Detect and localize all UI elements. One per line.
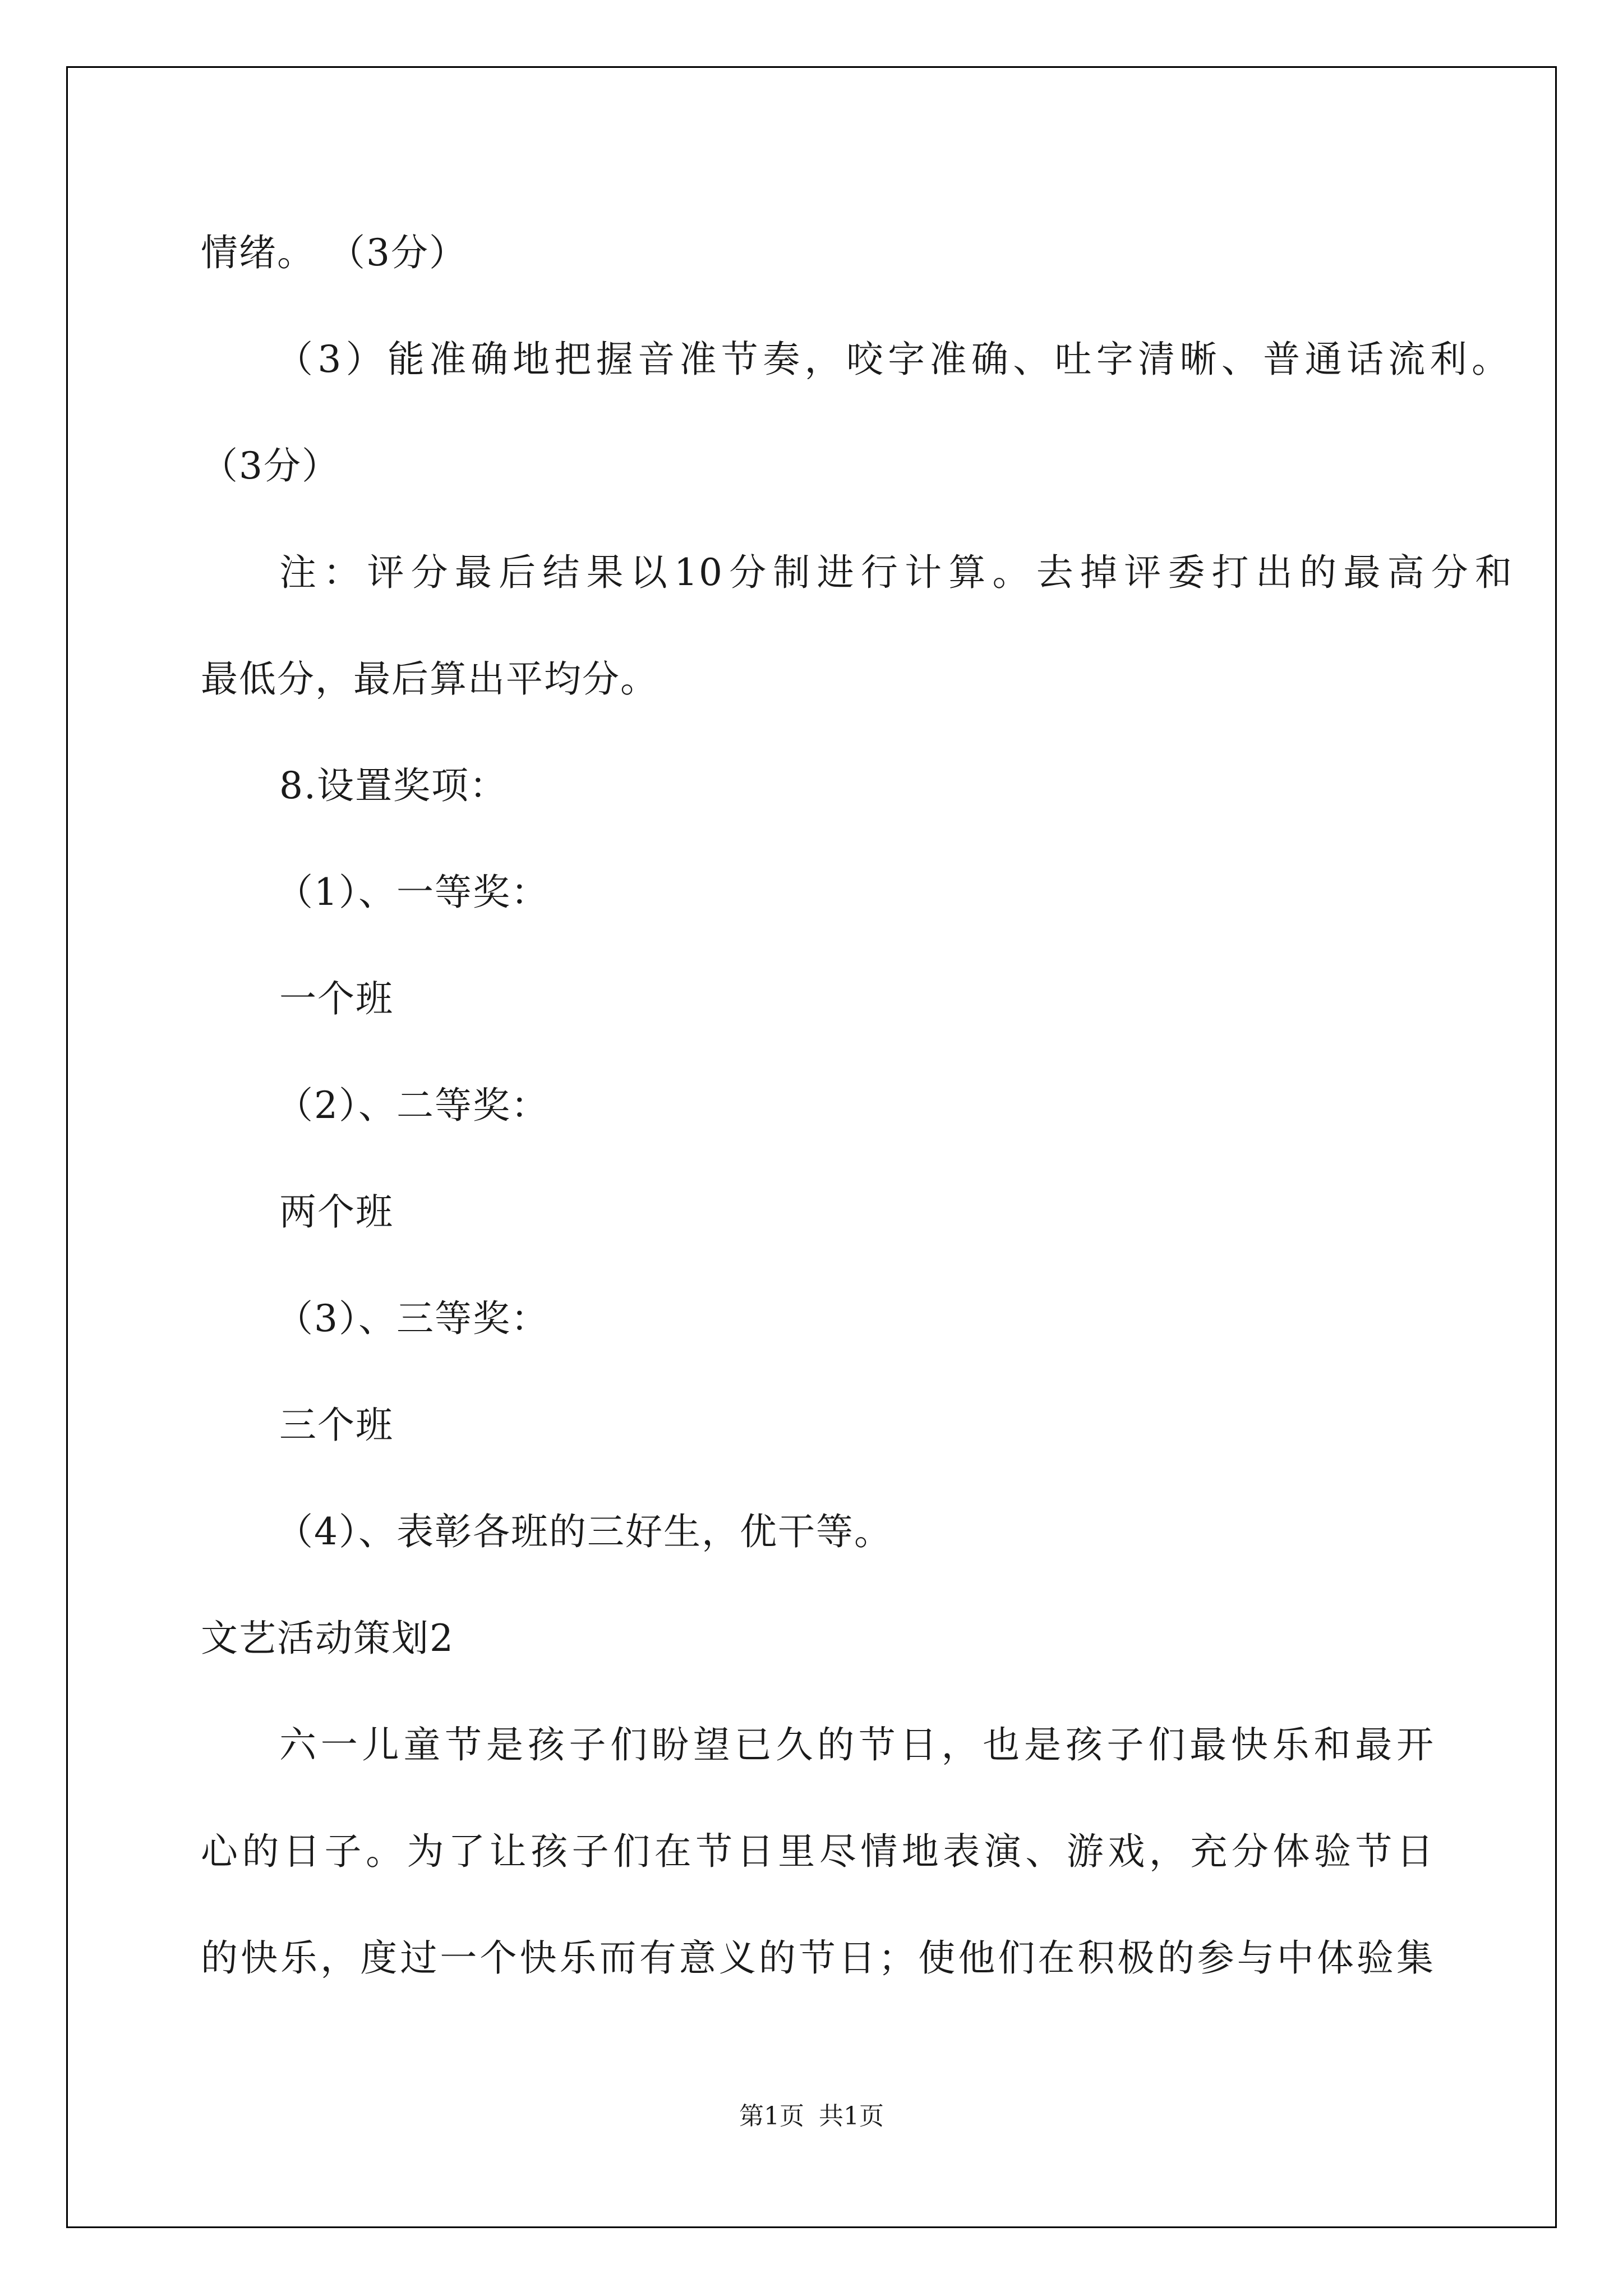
list-item: 一个班 [279, 977, 394, 1020]
list-item: （1）、一等奖： [276, 871, 549, 914]
list-item: 两个班 [279, 1190, 394, 1234]
text-line: （3）能准确地把握音准节奏，咬字准确、吐字清晰、普通话流利。 [276, 338, 1510, 381]
section-heading: 8.设置奖项： [279, 764, 508, 807]
list-item: （2）、二等奖： [276, 1084, 549, 1127]
page-footer [0, 2104, 1623, 2129]
list-item: （4）、表彰各班的三好生，优干等。 [276, 1510, 892, 1553]
text-line: （3分） [201, 444, 340, 487]
section-title: 文艺活动策划2 [201, 1617, 454, 1660]
text-line: 心的日子。为了让孩子们在节日里尽情地表演、游戏，充分体验节日 [201, 1830, 1435, 1873]
text-line: 注：评分最后结果以10分制进行计算。去掉评委打出的最高分和 [279, 551, 1513, 594]
text-line: 的快乐，度过一个快乐而有意义的节日；使他们在积极的参与中体验集 [201, 1936, 1435, 1980]
list-item: 三个班 [279, 1404, 394, 1447]
page-number: 第1页 [739, 2102, 804, 2131]
text-line: 情绪。 （3分） [201, 231, 467, 274]
page-border [66, 66, 1557, 2228]
text-line: 最低分，最后算出平均分。 [201, 657, 658, 701]
page-total: 共1页 [819, 2102, 884, 2131]
list-item: （3）、三等奖： [276, 1297, 549, 1340]
text-line: 六一儿童节是孩子们盼望已久的节日，也是孩子们最快乐和最开 [279, 1723, 1435, 1766]
